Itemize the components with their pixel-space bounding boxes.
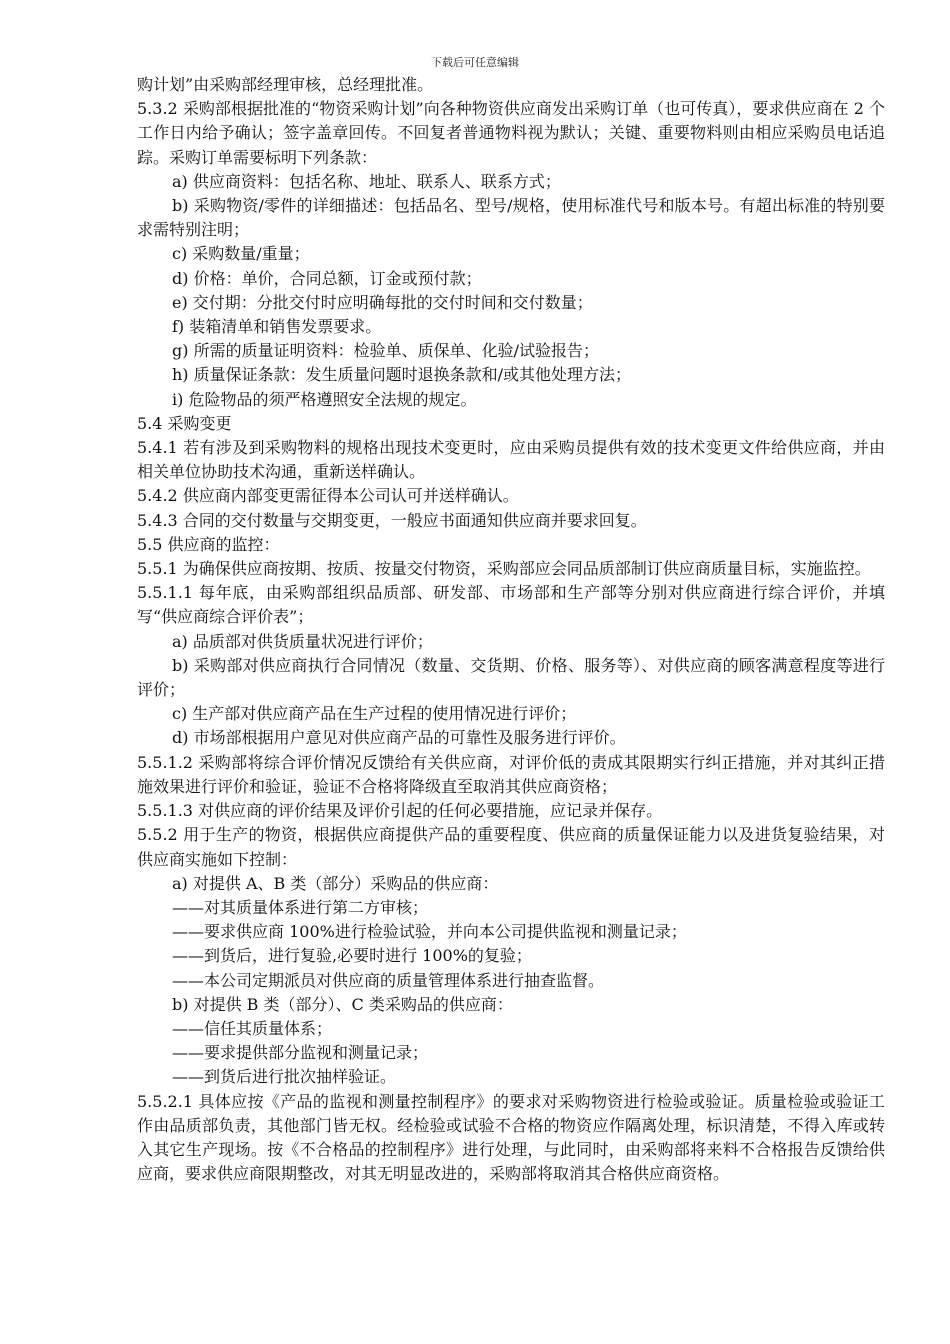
paragraph: a) 品质部对供货质量状况进行评价； (172, 631, 433, 651)
paragraph: 5.4.3 合同的交付数量与交期变更，一般应书面通知供应商并要求回复。 (137, 510, 647, 530)
paragraph: b) 对提供 B 类（部分）、C 类采购品的供应商： (172, 994, 513, 1014)
paragraph: a) 对提供 A、B 类（部分）采购品的供应商： (172, 873, 499, 893)
paragraph: 5.5.2 用于生产的物资，根据供应商提供产品的重要程度、供应商的质量保证能力以及进货复验结果，对供应商实施如下控制： (137, 825, 885, 869)
paragraph: 5.4 采购变更 (137, 413, 232, 433)
paragraph: h) 质量保证条款：发生质量问题时退换条款和/或其他处理方法； (172, 365, 632, 385)
page-header: 下载后可任意编辑 (431, 56, 519, 69)
paragraph: g) 所需的质量证明资料：检验单、质保单、化验/试验报告； (172, 341, 599, 361)
paragraph: ——到货后进行批次抽样验证。 (172, 1067, 397, 1087)
paragraph: ——要求提供部分监视和测量记录； (172, 1043, 429, 1063)
paragraph: 5.5.1.1 每年底，由采购部组织品质部、研发部、市场部和生产部等分别对供应商进行综合评价，并填写“供应商综合评价表”； (137, 583, 885, 627)
paragraph: 购计划”由采购部经理审核，总经理批准。 (137, 75, 434, 94)
paragraph: ——对其质量体系进行第二方审核； (172, 897, 429, 917)
paragraph: 5.3.2 采购部根据批准的“物资采购计划”向各种物资供应商发出采购订单（也可传真），要求供应商在 2 个工作日内给予确认；签字盖章回传。不回复者普通物料视为默认；关键、重要物料则由相应采购员电话追踪。采购订单需要标明下列条款： (137, 99, 885, 167)
paragraph: ——本公司定期派员对供应商的质量管理体系进行抽查监督。 (172, 970, 605, 990)
paragraph: ——到货后，进行复验,必要时进行 100%的复验； (172, 946, 532, 966)
paragraph: a) 供应商资料：包括名称、地址、联系人、联系方式； (172, 171, 561, 191)
paragraph: 5.4.2 供应商内部变更需征得本公司认可并送样确认。 (137, 486, 519, 506)
paragraph: ——信任其质量体系； (172, 1018, 333, 1038)
paragraph: 5.5.1.2 采购部将综合评价情况反馈给有关供应商，对评价低的责成其限期实行纠正措施，并对其纠正措施效果进行评价和验证，验证不合格将降级直至取消其供应商资格； (137, 752, 885, 796)
paragraph: 5.5.2.1 具体应按《产品的监视和测量控制程序》的要求对采购物资进行检验或验证。质量检验或验证工作由品质部负责，其他部门皆无权。经检验或试验不合格的物资应作隔离处理，标识清楚，不得入库或转入其它生产现场。按《不合格品的控制程序》进行处理，与此同时，由采购部将来料不合格报告反馈给供应商，要求供应商限期整改，对其无明显改进的，采购部将取消其合格供应商资格。 (137, 1091, 885, 1184)
paragraph: e) 交付期：分批交付时应明确每批的交付时间和交付数量； (172, 292, 593, 312)
paragraph: 5.4.1 若有涉及到采购物料的规格出现技术变更时，应由采购员提供有效的技术变更文件给供应商，并由相关单位协助技术沟通，重新送样确认。 (137, 438, 885, 482)
paragraph: i) 危险物品的须严格遵照安全法规的规定。 (172, 389, 477, 409)
paragraph: f) 装箱清单和销售发票要求。 (172, 317, 382, 337)
paragraph: b) 采购物资/零件的详细描述：包括品名、型号/规格，使用标准代号和版本号。有超出标准的特别要求需特别注明； (137, 196, 885, 240)
paragraph: c) 生产部对供应商产品在生产过程的使用情况进行评价； (172, 704, 577, 724)
paragraph: d) 市场部根据用户意见对供应商产品的可靠性及服务进行评价。 (172, 728, 626, 748)
paragraph: 5.5 供应商的监控： (137, 534, 280, 554)
paragraph: b) 采购部对供应商执行合同情况（数量、交货期、价格、服务等）、对供应商的顾客满意程度等进行评价； (137, 655, 885, 700)
paragraph: c) 采购数量/重量； (172, 244, 310, 264)
document-body (137, 73, 885, 1186)
paragraph: 5.5.1.3 对供应商的评价结果及评价引起的任何必要措施，应记录并保存。 (137, 801, 663, 821)
paragraph: 5.5.1 为确保供应商按期、按质、按量交付物资，采购部应会同品质部制订供应商质量目标，实施监控。 (137, 559, 871, 579)
paragraph: d) 价格：单价，合同总额，订金或预付款； (172, 268, 482, 288)
paragraph: ——要求供应商 100%进行检验试验，并向本公司提供监视和测量记录； (172, 922, 687, 942)
